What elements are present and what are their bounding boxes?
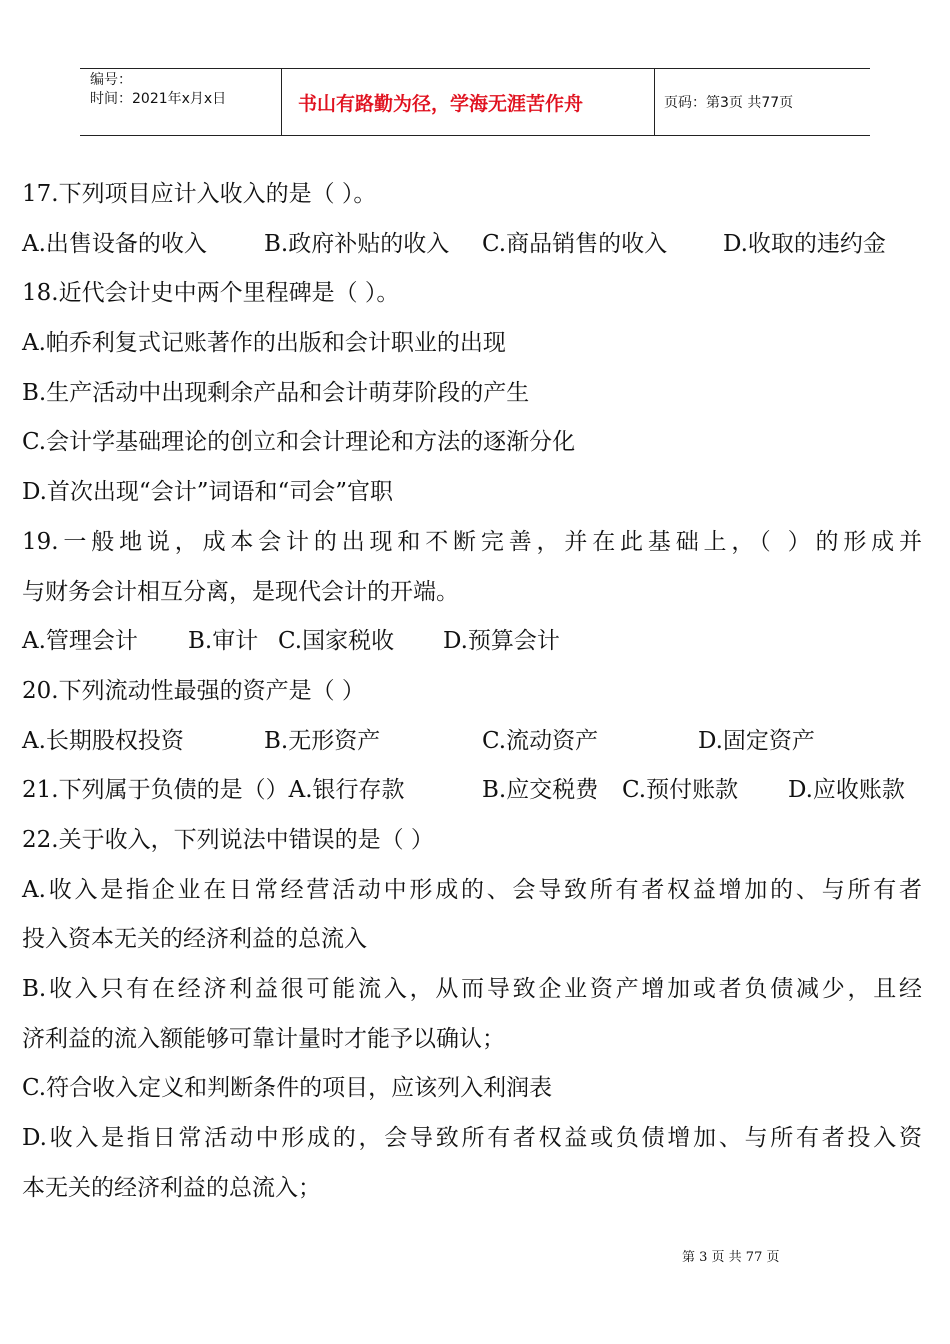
option-c: C.会计学基础理论的创立和会计理论和方法的逐渐分化: [22, 429, 576, 456]
option-c: C.符合收入定义和判断条件的项目，应该列入利润表: [22, 1075, 553, 1102]
option-a: A.长期股权投资: [22, 727, 184, 754]
question-21: [22, 766, 922, 816]
option-d-cont: 本无关的经济利益的总流入；: [22, 1174, 321, 1201]
question-19-stem: 19.一般地说，成本会计的出现和不断完善，并在此基础上，（ ）的形成并: [22, 528, 922, 555]
option-c: C.流动资产: [482, 727, 599, 754]
option-c: C.商品销售的收入: [482, 230, 668, 257]
question-17-stem: 17.下列项目应计入收入的是（ ）。: [22, 181, 377, 207]
page-footer: 第 3 页 共 77 页: [682, 1250, 780, 1265]
option-d: D.预算会计: [443, 628, 560, 655]
option-b: B.无形资产: [264, 727, 381, 754]
option-d: D.首次出现“会计”词语和“司会”官职: [22, 479, 393, 506]
question-18-stem: 18.近代会计史中两个里程碑是（ ）。: [22, 280, 400, 307]
question-17-options: [22, 220, 922, 270]
option-b: B.收入只有在经济利益很可能流入，从而导致企业资产增加或者负债减少，且经: [22, 976, 922, 1002]
question-20-stem: 20.下列流动性最强的资产是（ ）: [22, 677, 365, 704]
question-list: [22, 170, 922, 1213]
option-a: A.收入是指企业在日常经营活动中形成的、会导致所有者权益增加的、与所有者: [22, 876, 922, 903]
question-19-options: [22, 617, 922, 667]
option-a: A.帕乔利复式记账著作的出版和会计职业的出现: [22, 330, 506, 357]
page-indicator: 页码：第3页 共77页: [664, 95, 794, 111]
question-21-stem: 21.下列属于负债的是（）A.银行存款: [22, 777, 405, 804]
option-b: B.生产活动中出现剩余产品和会计萌芽阶段的产生: [22, 379, 530, 406]
option-c: C.预付账款: [622, 777, 739, 804]
date-label: 时间：2021年x月x日: [90, 91, 227, 107]
option-a: A.管理会计: [22, 628, 138, 655]
number-label: 编号：: [90, 72, 132, 88]
question-20-options: [22, 717, 922, 767]
option-a: A.出售设备的收入: [22, 230, 207, 257]
option-a-cont: 投入资本无关的经济利益的总流入: [22, 926, 367, 953]
option-b-cont: 济利益的流入额能够可靠计量时才能予以确认；: [22, 1025, 505, 1052]
option-b: B.审计: [188, 628, 259, 655]
option-d: D.应收账款: [788, 777, 905, 804]
question-22-stem: 22.关于收入，下列说法中错误的是（ ）: [22, 826, 434, 853]
option-d: D.固定资产: [698, 727, 815, 754]
motto: 书山有路勤为径，学海无涯苦作舟: [282, 69, 655, 135]
option-b: B.政府补贴的收入: [264, 230, 450, 257]
option-d: D.收取的违约金: [723, 230, 886, 257]
page-header: [80, 68, 870, 136]
header-meta: [80, 69, 282, 135]
question-19-stem-cont: 与财务会计相互分离，是现代会计的开端。: [22, 578, 459, 605]
option-b: B.应交税费: [482, 777, 599, 804]
option-c: C.国家税收: [278, 628, 395, 655]
option-d: D.收入是指日常活动中形成的，会导致所有者权益或负债增加、与所有者投入资: [22, 1125, 922, 1152]
